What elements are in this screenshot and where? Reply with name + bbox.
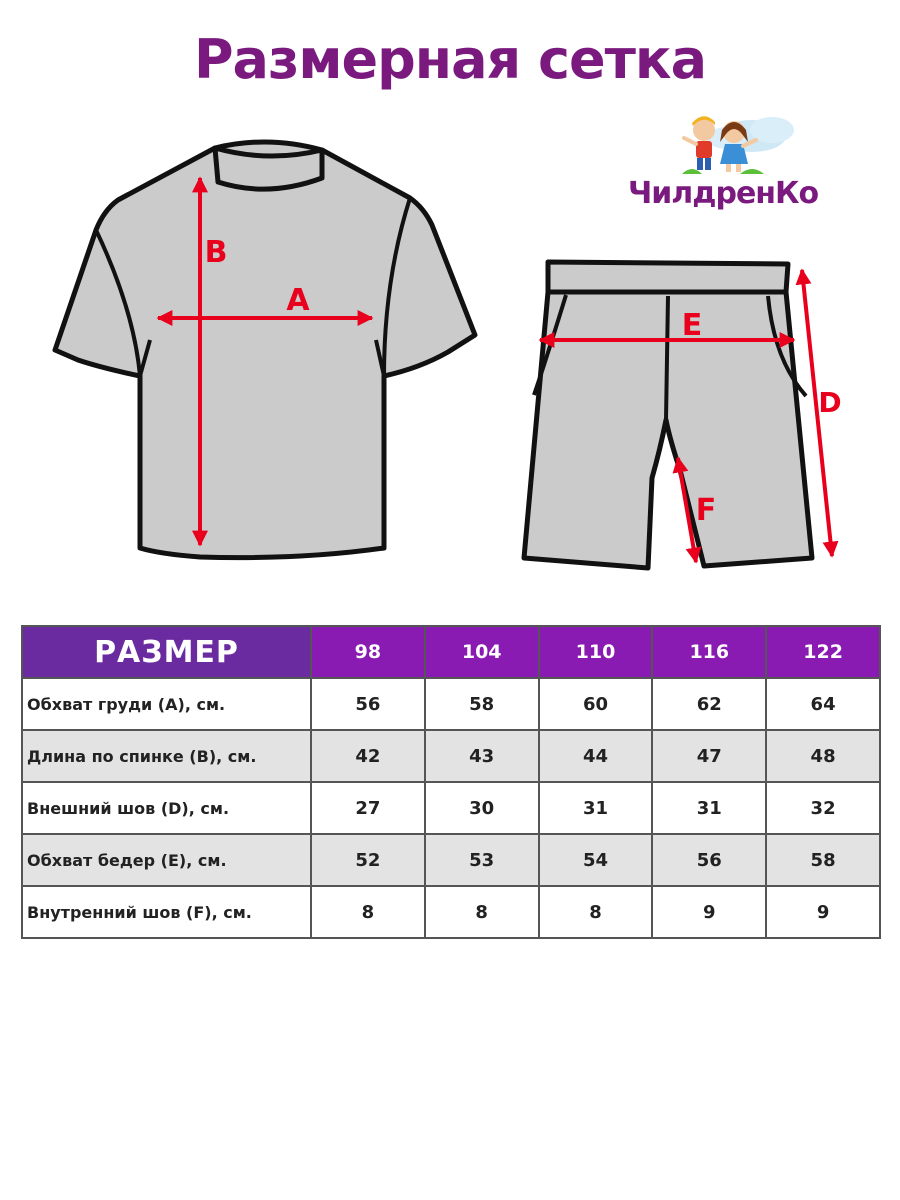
table-cell: 62 [652,678,766,730]
table-cell: 44 [539,730,653,782]
table-cell: 43 [425,730,539,782]
table-cell: 8 [311,886,425,938]
size-header-cell: 122 [766,626,880,678]
size-header-cell: 104 [425,626,539,678]
page-title: Размерная сетка [193,28,707,91]
label-e: E [681,308,703,343]
label-f: F [695,493,717,528]
table-cell: 47 [652,730,766,782]
table-row [22,782,880,834]
table-cell: 8 [539,886,653,938]
table-cell: 9 [652,886,766,938]
size-header-label: РАЗМЕР [22,626,311,678]
size-header-cell: 98 [311,626,425,678]
table-cell: 58 [425,678,539,730]
row-label: Обхват бедер (E), см. [22,834,311,886]
row-label: Обхват груди (A), см. [22,678,311,730]
table-cell: 42 [311,730,425,782]
table-cell: 56 [652,834,766,886]
size-header-cell: 110 [539,626,653,678]
table-cell: 8 [425,886,539,938]
table-cell: 31 [652,782,766,834]
label-a: A [286,283,310,318]
size-header-cell: 116 [652,626,766,678]
table-row [22,834,880,886]
row-label: Длина по спинке (B), см. [22,730,311,782]
size-table [21,625,881,939]
size-header-row [22,626,880,678]
table-cell: 31 [539,782,653,834]
table-row [22,730,880,782]
label-b: B [204,235,228,270]
table-cell: 32 [766,782,880,834]
tshirt-icon [55,142,475,558]
table-cell: 48 [766,730,880,782]
table-cell: 54 [539,834,653,886]
table-cell: 27 [311,782,425,834]
row-label: Внутренний шов (F), см. [22,886,311,938]
table-cell: 64 [766,678,880,730]
table-row [22,886,880,938]
table-cell: 56 [311,678,425,730]
brand-name: ЧилдренКо [628,176,819,211]
table-cell: 60 [539,678,653,730]
table-cell: 52 [311,834,425,886]
table-cell: 30 [425,782,539,834]
table-cell: 9 [766,886,880,938]
shorts-icon [524,262,812,568]
garment-diagram [0,130,900,590]
row-label: Внешний шов (D), см. [22,782,311,834]
table-cell: 58 [766,834,880,886]
table-cell: 53 [425,834,539,886]
label-d: D [818,386,842,419]
table-row [22,678,880,730]
